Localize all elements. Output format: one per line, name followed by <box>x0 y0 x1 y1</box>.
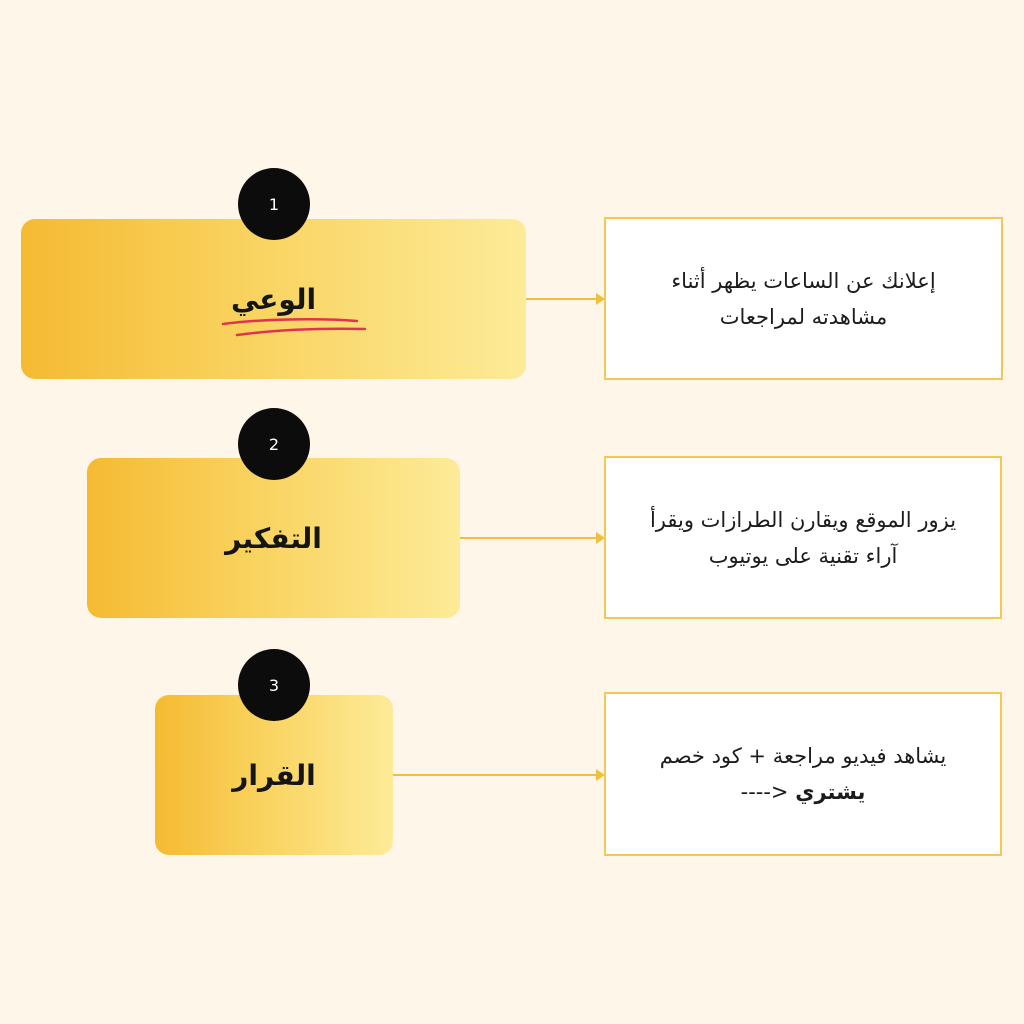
description-line: آراء تقنية على يوتيوب <box>708 543 898 568</box>
stage-title-awareness: الوعي <box>230 282 317 316</box>
scribble-underline <box>219 316 369 346</box>
description-line: يشاهد فيديو مراجعة + كود خصم <box>659 744 947 768</box>
step-number-3: 3 <box>238 649 310 721</box>
description-line: مشاهدته لمراجعات <box>719 304 888 329</box>
stage-box-awareness <box>21 219 526 379</box>
description-text-decision <box>650 738 957 810</box>
description-box-awareness <box>604 217 1003 380</box>
step-number-1: 1 <box>238 168 310 240</box>
description-box-decision <box>604 692 1002 856</box>
description-line: إعلانك عن الساعات يظهر أثناء <box>671 268 936 293</box>
description-text-awareness <box>661 263 945 335</box>
stage-title-consideration: التفكير <box>225 521 322 555</box>
step-number-2: 2 <box>238 408 310 480</box>
connector-line-3 <box>393 774 598 776</box>
description-emphasis: يشتري <box>795 780 866 804</box>
description-line: يزور الموقع ويقارن الطرازات ويقرأ <box>649 507 957 532</box>
description-arrow: ----> <box>740 780 789 804</box>
connector-line-2 <box>460 537 598 539</box>
description-box-consideration <box>604 456 1002 619</box>
stage-title-decision: القرار <box>232 758 316 792</box>
description-line <box>660 774 947 810</box>
connector-line-1 <box>526 298 598 300</box>
stage-box-consideration <box>87 458 460 618</box>
description-text-consideration <box>640 502 966 574</box>
